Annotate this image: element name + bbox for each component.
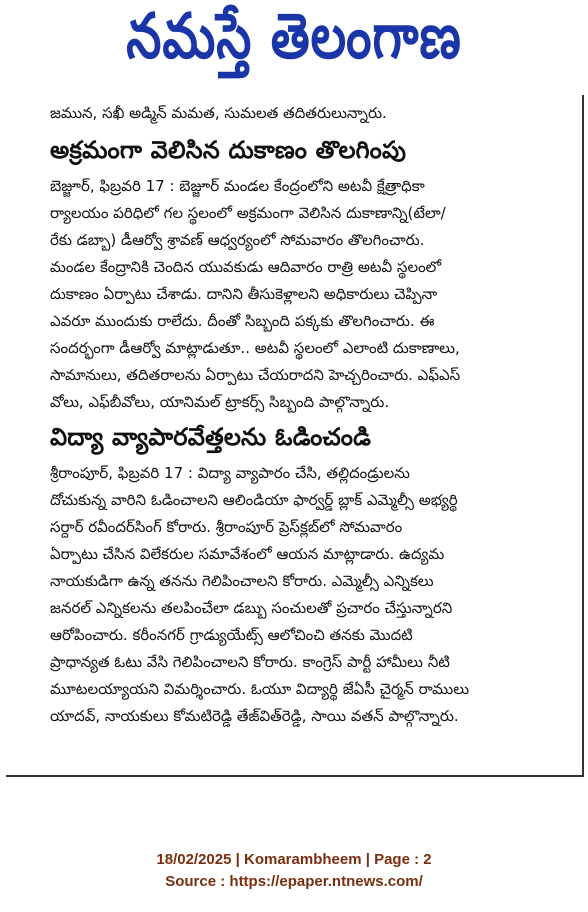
text-line: ఎవరూ ముందుకు రాలేదు. దీంతో సిబ్బంది పక్కకు తొలగించారు. ఈ <box>50 312 435 330</box>
text-line: సామానులు, తదితరాలను ఏర్పాటు చేయరాదని హెచ్చరించారు. ఎఫ్ఎస్ <box>50 366 461 384</box>
article-2 <box>50 420 568 730</box>
article-1-body <box>50 173 568 416</box>
text-line: బెజ్జూర్, ఫిబ్రవరి 17 : బెజ్జూర్ మండల కేంద్రంలోని అటవీ క్షేత్రాధికా <box>50 177 425 195</box>
text-line: జనరల్ ఎన్నికలను తలపించేలా డబ్బు సంచులతో ప్రచారం చేస్తున్నారని <box>50 599 453 617</box>
text-line: ర్యాలయం పరిధిలో గల స్థలంలో అక్రమంగా వెలిసిన దుకాణాన్ని(టేలా/ <box>50 204 446 222</box>
text-line: ఆరోపించారు. కరీంనగర్ గ్రాడ్యుయేట్స్ ఆలోచించి తనకు మొదటి <box>50 626 413 644</box>
text-line: యాదవ్, నాయకులు కోమటిరెడ్డి తేజ్‌విత్‌రెడ్డి, సాయి వతన్ పాల్గొన్నారు. <box>50 707 459 725</box>
article-2-body <box>50 460 568 730</box>
text-line: రేకు డబ్బా) డీఆర్వో శ్రావణ్ ఆధ్వర్యంలో సోమవారం తొలగించారు. <box>50 231 425 249</box>
article-1-headline: అక్రమంగా వెలిసిన దుకాణం తొలగింపు <box>50 136 407 164</box>
text-line: మండల కేంద్రానికి చెందిన యువకుడు ఆదివారం రాత్రి అటవీ స్థలంలో <box>50 258 442 276</box>
lead-line: జమున, సఖీ అడ్మిన్ మమత, సుమలత తదితరులున్నారు. <box>50 104 387 122</box>
text-line: నాయకుడిగా ఉన్న తనను గెలిపించాలని కోరారు. ఎమ్మెల్సీ ఎన్నికలు <box>50 572 434 590</box>
text-line: వోలు, ఎఫ్‌బీవోలు, యానిమల్ ట్రాకర్స్ సిబ్బంది పాల్గొన్నారు. <box>50 393 390 411</box>
footer-date-edition: 18/02/2025 | Komarambheem | Page : 2 <box>156 851 432 868</box>
logo-text: నమస్తే తెలంగాణ <box>126 0 462 73</box>
text-line: సర్దార్ రవీందర్‌సింగ్ కోరారు. శ్రీరాంపూర్ ప్రెస్‌క్లబ్‌లో సోమవారం <box>50 518 403 536</box>
text-line: ప్రాధాన్యత ఓటు వేసి గెలిపించాలని కోరారు. కాంగ్రెస్ పార్టీ హామీలు నీటి <box>50 653 450 671</box>
text-line: దోచుకున్న వారిని ఓడించాలని ఆలిండియా ఫార్వర్డ్ బ్లాక్ ఎమ్మెల్సీ అభ్యర్థి <box>50 491 458 509</box>
text-line: శ్రీరాంపూర్, ఫిబ్రవరి 17 : విద్యా వ్యాపారం చేసి, తల్లిదండ్రులను <box>50 464 410 482</box>
text-line: దుకాణం ఏర్పాటు చేశాడు. దానిని తీసుకెళ్లాలని అధికారులు చెప్పినా <box>50 285 438 303</box>
text-line: మూటలయ్యాయని విమర్శించారు. ఓయూ విద్యార్థి జేఏసీ చైర్మన్ రాములు <box>50 680 470 698</box>
footer-source-link[interactable]: Source : https://epaper.ntnews.com/ <box>165 873 423 890</box>
text-line: ఏర్పాటు చేసిన విలేకరుల సమావేశంలో ఆయన మాట్లాడారు. ఉద్యమ <box>50 545 445 563</box>
article-1 <box>50 133 568 416</box>
article-2-headline: విద్యా వ్యాపారవేత్తలను ఓడించండి <box>50 423 372 451</box>
masthead-logo <box>0 0 588 84</box>
text-line: సందర్భంగా డీఆర్వో మాట్లాడుతూ.. అటవీ స్థలంలో ఎలాంటి దుకాణాలు, <box>50 339 460 357</box>
article-column <box>50 100 568 734</box>
